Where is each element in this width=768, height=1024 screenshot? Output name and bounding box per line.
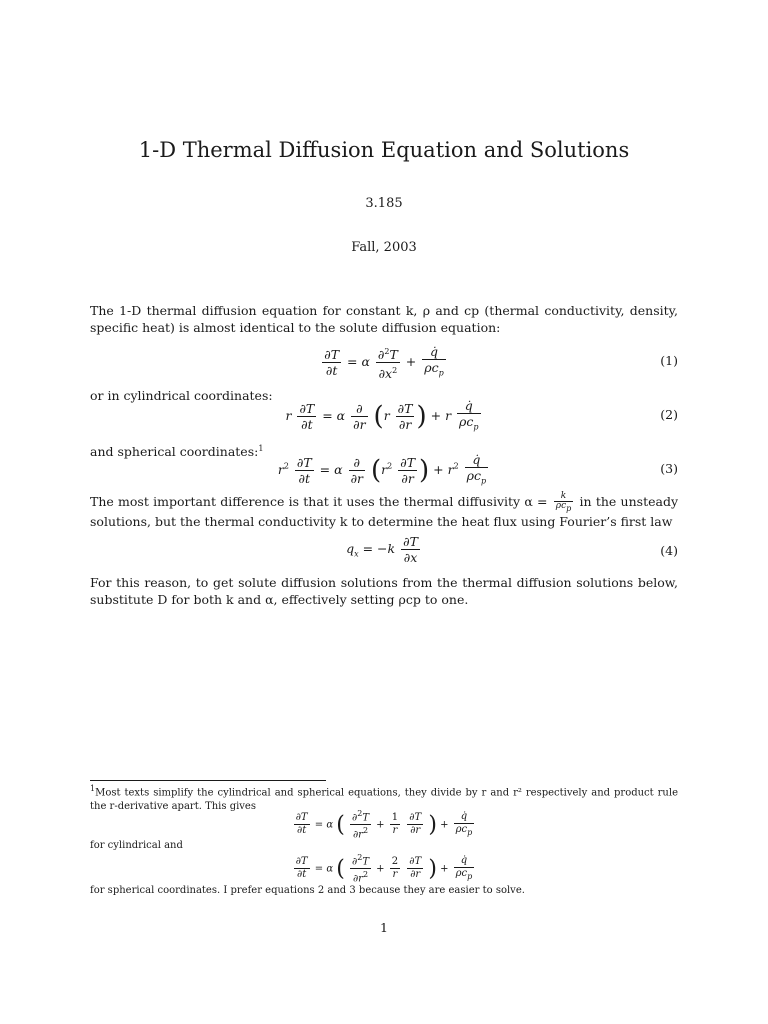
equation-3: $r^2$ $\frac{\partial T}{\partial t}$ = α $\frac{\partial}{\partial r}$ ($r^2$ $\frac{\partial T}{\partial r}$ ) + $r^2$ $\frac{q̇}{\rho c_p}$ (3) bbox=[277, 452, 678, 486]
equation-2-number: (2) bbox=[660, 407, 678, 422]
footnote-for-cylindrical: for cylindrical and bbox=[90, 840, 183, 851]
course-number: 3.185 bbox=[365, 196, 403, 211]
equation-3-number: (3) bbox=[660, 461, 678, 476]
page-title: 1-D Thermal Diffusion Equation and Solutions bbox=[138, 138, 630, 162]
footnote-equation-cylindrical: $\frac{\partial T}{\partial t}$ = α ( $\frac{\partial^2T}{\partial r^2}$ + $\frac{1}{r}$ $\frac{\partial T}{\partial r}$ ) + $\frac{q̇}{\rho c_p}$ bbox=[295, 809, 473, 841]
equation-4-number: (4) bbox=[660, 543, 678, 558]
footnote-equation-spherical: $\frac{\partial T}{\partial t}$ = α ( $\frac{\partial^2T}{\partial r^2}$ + $\frac{2}{r}$ $\frac{\partial T}{\partial r}$ ) + $\frac{q̇}{\rho c_p}$ bbox=[295, 853, 473, 885]
footnote-rule bbox=[90, 780, 326, 781]
footnote-closing: for spherical coordinates. I prefer equations 2 and 3 because they are easier to solve. bbox=[90, 885, 525, 896]
footnote-marker: 1 bbox=[258, 444, 264, 453]
diffusivity-paragraph: The most important difference is that it uses the thermal diffusivity α = $\frac{k}{\rho c_p}$ in the unsteady solutions, but the thermal conductivity k to determine the heat flux using Fourier’s first law bbox=[90, 491, 679, 529]
solute-paragraph: For this reason, to get solute diffusion solutions from the thermal diffusion solutions below, substitute D for both k and α, effectively setting ρcp to one. bbox=[90, 575, 678, 607]
equation-1-number: (1) bbox=[660, 353, 678, 368]
page-number: 1 bbox=[380, 920, 388, 935]
footnote-text: $^1$Most texts simplify the cylindrical and spherical equations, they divide by r and r² respectively and product rule the r-derivative apart. This gives bbox=[90, 784, 678, 813]
equation-1: $\frac{\partial T}{\partial t}$ = α $\frac{\partial^2T}{\partial x^2}$ + $\frac{q̇}{\rho c_p}$ (1) bbox=[324, 344, 678, 382]
equation-4: $q_x = -k$ $\frac{\partial T}{\partial x}$ (4) bbox=[346, 534, 678, 565]
cylindrical-label: or in cylindrical coordinates: bbox=[90, 388, 273, 403]
intro-paragraph: The 1-D thermal diffusion equation for constant k, ρ and cp (thermal conductivity, density, specific heat) is almost identical to the solute diffusion equation: bbox=[90, 303, 678, 335]
term-date: Fall, 2003 bbox=[351, 240, 417, 255]
spherical-label: and spherical coordinates:$^1$ bbox=[90, 444, 264, 460]
equation-2: r $\frac{\partial T}{\partial t}$ = α $\frac{\partial}{\partial r}$ (r $\frac{\partial T}{\partial r}$ ) + r $\frac{q̇}{\rho c_p}$ (2) bbox=[285, 398, 678, 432]
